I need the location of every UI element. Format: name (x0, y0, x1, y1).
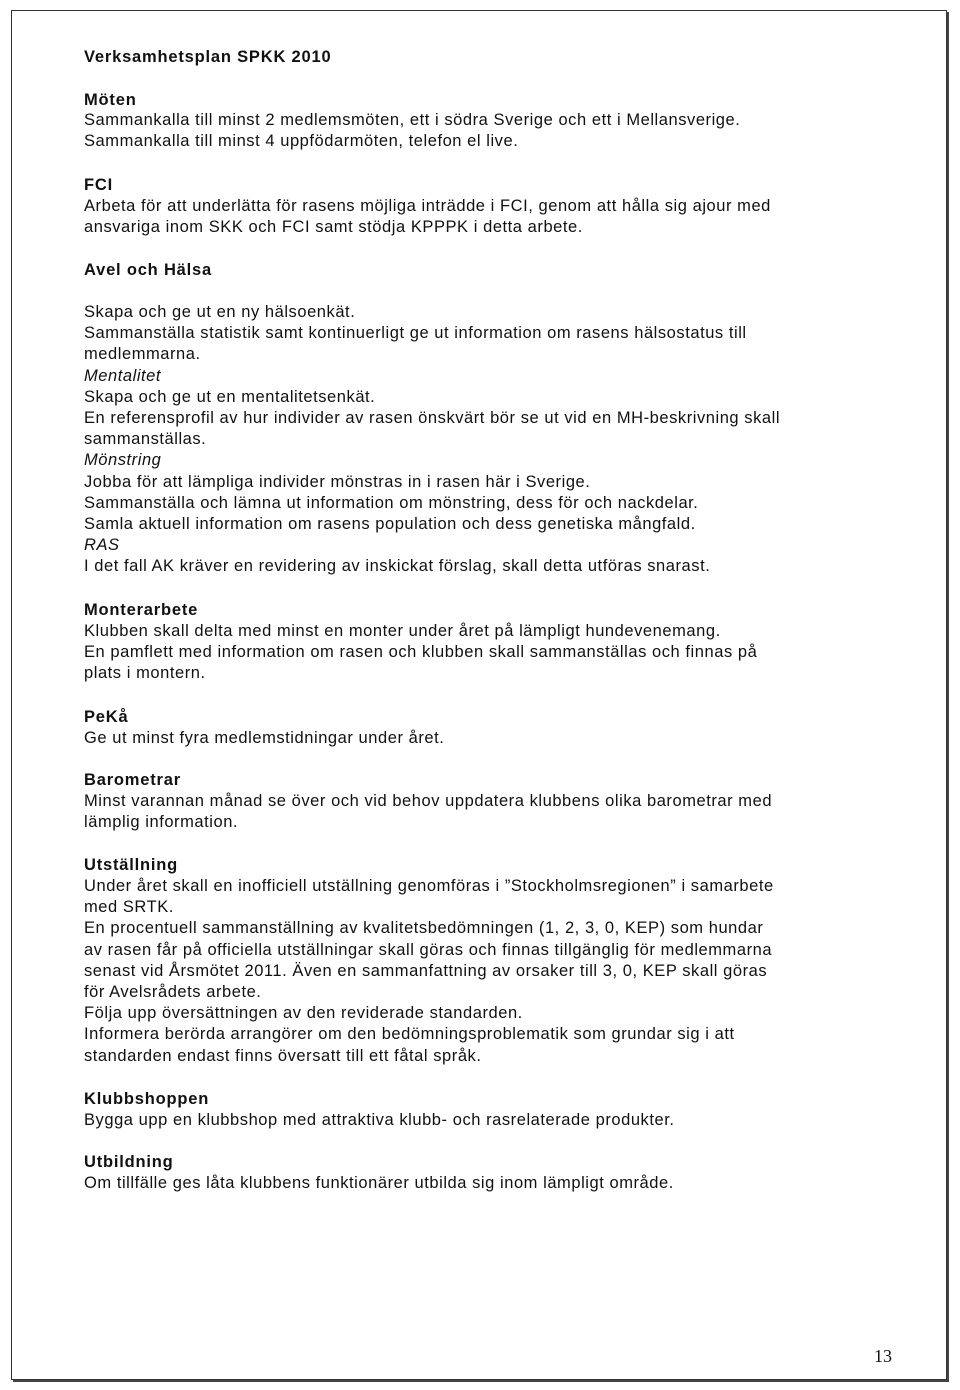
body-line: medlemmarna. (84, 345, 201, 364)
body-line: plats i montern. (84, 664, 206, 683)
body-line: senast vid Årsmötet 2011. Även en sammanfattning av orsaker till 3, 0, KEP skall göras (84, 961, 768, 980)
section-heading-barometrar: Barometrar (84, 771, 181, 789)
section-body-avel (84, 302, 780, 578)
subheading-mentalitet: Mentalitet (84, 366, 162, 385)
section-body-moten (84, 110, 740, 152)
section-heading-fci: FCI (84, 176, 113, 194)
body-line: Arbeta för att underlätta för rasens möjliga inträdde i FCI, genom att hålla sig ajour med (84, 197, 771, 215)
body-line: Sammanställa och lämna ut information om mönstring, dess för och nackdelar. (84, 493, 699, 512)
body-line: Sammankalla till minst 4 uppfödarmöten, telefon el live. (84, 132, 519, 151)
body-line: av rasen får på officiella utställningar skall göras och finnas tillgänglig för medlemmarna (84, 940, 773, 959)
body-line: Skapa och ge ut en mentalitetsenkät. (84, 387, 376, 406)
body-line: Informera berörda arrangörer om den bedömningsproblematik som grundar sig i att (84, 1025, 735, 1044)
body-line: Klubben skall delta med minst en monter under året på lämpligt hundevenemang. (84, 622, 721, 640)
body-line: En referensprofil av hur individer av rasen önskvärt bör se ut vid en MH-beskrivning skall (84, 409, 781, 428)
body-line: I det fall AK kräver en revidering av inskickat förslag, skall detta utföras snarast. (84, 557, 711, 576)
subheading-monstring: Mönstring (84, 451, 162, 470)
body-line: En procentuell sammanställning av kvalitetsbedömningen (1, 2, 3, 0, KEP) som hundar (84, 919, 764, 938)
section-body-klubbshoppen (84, 1110, 674, 1131)
section-body-utbildning (84, 1173, 674, 1194)
body-line: Ge ut minst fyra medlemstidningar under året. (84, 729, 445, 747)
section-heading-utbildning: Utbildning (84, 1153, 174, 1171)
page-number: 13 (874, 1346, 892, 1366)
body-line: Skapa och ge ut en ny hälsoenkät. (84, 303, 356, 321)
section-heading-avel: Avel och Hälsa (84, 261, 212, 279)
body-line: Minst varannan månad se över och vid behov uppdatera klubbens olika barometrar med (84, 792, 773, 810)
body-line: för Avelsrådets arbete. (84, 983, 262, 1002)
body-line: sammanställas. (84, 430, 207, 449)
section-heading-peka: PeKå (84, 708, 129, 726)
body-line: Följa upp översättningen av den reviderade standarden. (84, 1004, 523, 1023)
document-title: Verksamhetsplan SPKK 2010 (84, 48, 332, 66)
body-line: standarden endast finns översatt till ett fåtal språk. (84, 1046, 482, 1065)
section-heading-utstallning: Utställning (84, 856, 179, 874)
body-line: Under året skall en inofficiell utställning genomföras i ”Stockholmsregionen” i samarbete (84, 877, 774, 895)
section-body-utstallning (84, 876, 774, 1067)
body-line: Jobba för att lämpliga individer mönstras in i rasen här i Sverige. (84, 472, 591, 491)
body-line: Sammankalla till minst 2 medlemsmöten, ett i södra Sverige och ett i Mellansverige. (84, 111, 741, 129)
subheading-ras: RAS (84, 536, 120, 555)
body-line: Samla aktuell information om rasens population och dess genetiska mångfald. (84, 515, 696, 534)
section-body-peka (84, 728, 444, 749)
section-heading-monterarbete: Monterarbete (84, 601, 199, 619)
section-body-monterarbete (84, 621, 757, 685)
body-line: Om tillfälle ges låta klubbens funktionärer utbilda sig inom lämpligt område. (84, 1174, 674, 1192)
body-line: Bygga upp en klubbshop med attraktiva klubb- och rasrelaterade produkter. (84, 1111, 675, 1129)
body-line: En pamflett med information om rasen och klubben skall sammanställas och finnas på (84, 643, 758, 662)
section-heading-klubbshoppen: Klubbshoppen (84, 1090, 210, 1108)
body-line: Sammanställa statistik samt kontinuerligt ge ut information om rasens hälsostatus till (84, 324, 747, 343)
section-body-barometrar (84, 791, 772, 833)
body-line: ansvariga inom SKK och FCI samt stödja KPPPK i detta arbete. (84, 218, 583, 237)
section-body-fci (84, 196, 771, 238)
section-heading-moten: Möten (84, 91, 137, 109)
body-line: med SRTK. (84, 898, 174, 917)
body-line: lämplig information. (84, 813, 239, 832)
